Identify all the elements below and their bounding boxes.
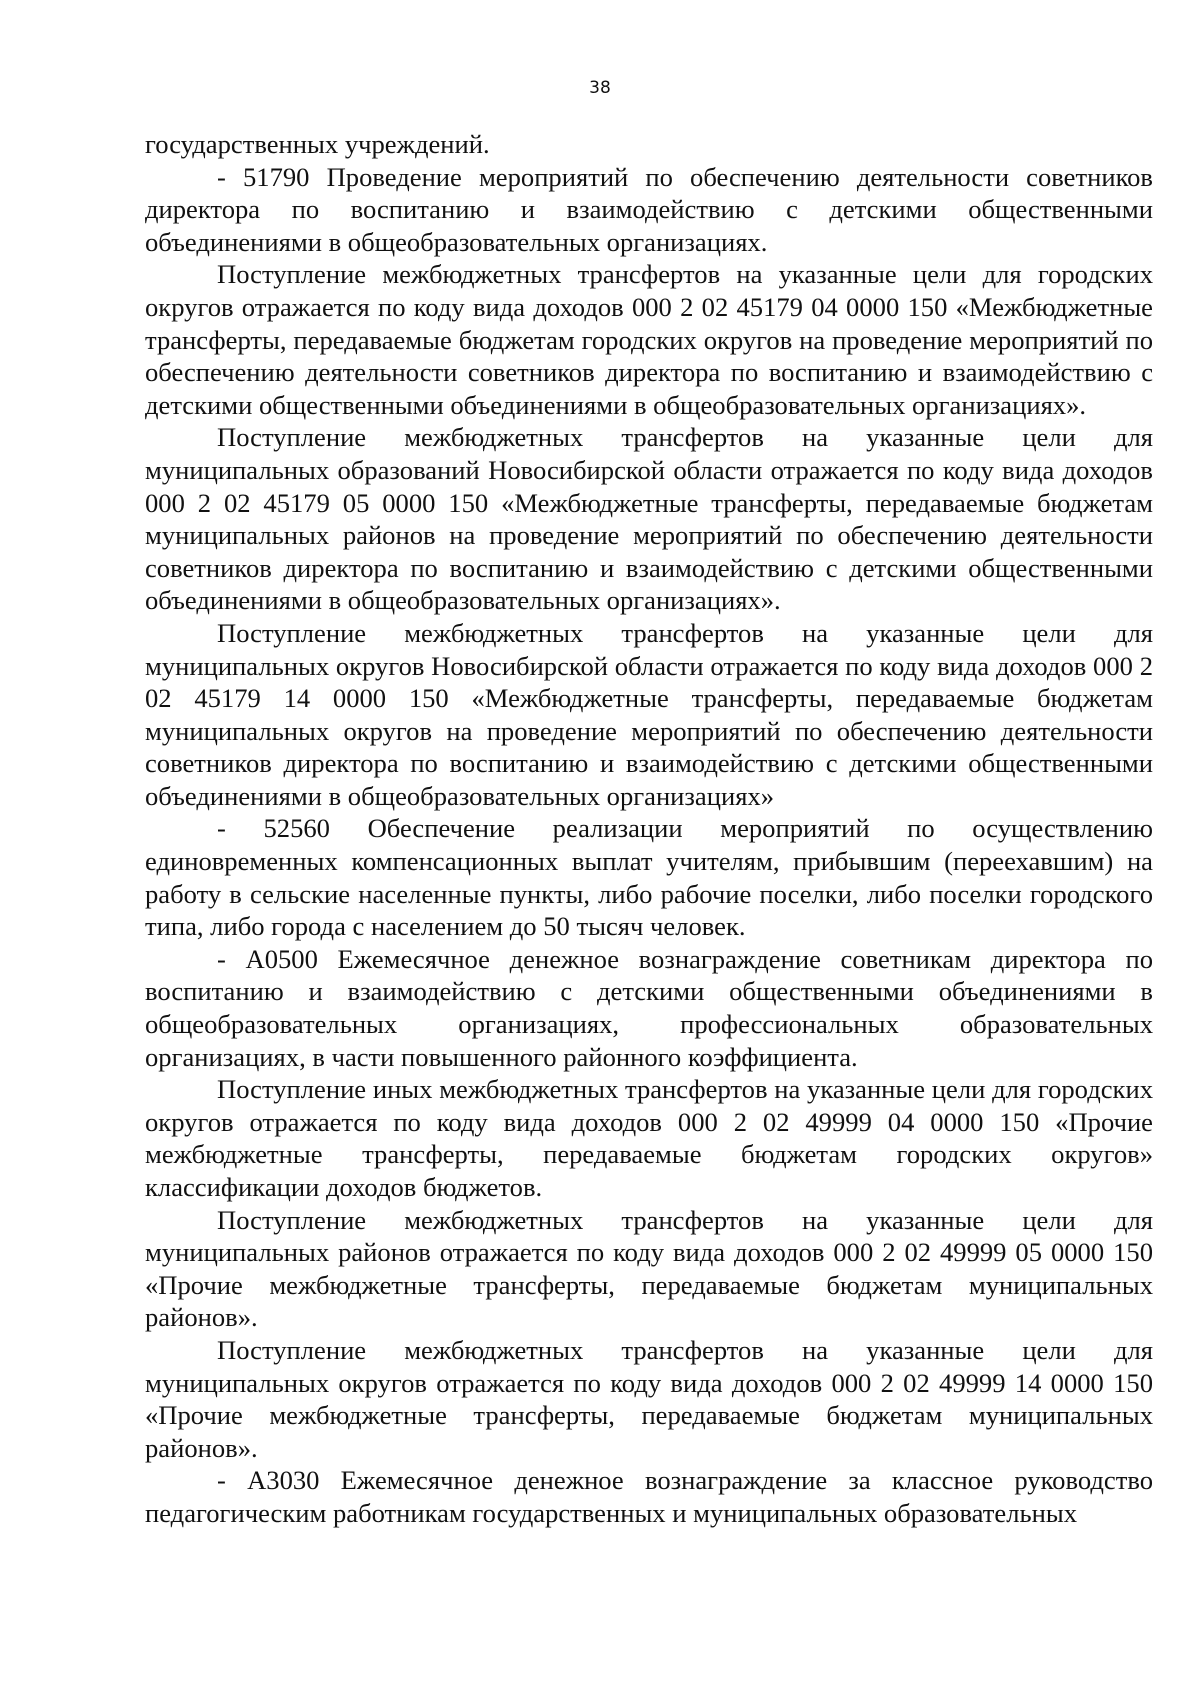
paragraph-52560: - 52560 Обеспечение реализации мероприятий по осуществлению единовременных компенсационных выплат учителям, прибывшим (переехавшим) на работу в сельские населенные пункты, либо рабочие поселки, либо поселки городского типа, либо города с населением до 50 тысяч человек. [145,813,1153,942]
page-number: 38 [589,78,611,98]
paragraph-a0500: - А0500 Ежемесячное денежное вознаграждение советникам директора по воспитанию и взаимодействию с детскими общественными объединениями в общеобразовательных организациях, профессиональных образовательных организациях, в части повышенного районного коэффициента. [145,943,1153,1072]
document-body [145,128,1153,1530]
paragraph-income-city-districts-49999: Поступление иных межбюджетных трансфертов на указанные цели для городских округов отражается по коду вида доходов 000 2 02 49999 04 0000 150 «Прочие межбюджетные трансферты, передаваемые бюджетам городских округов» классификации доходов бюджетов. [145,1074,1153,1202]
paragraph-income-municipal-okrugs-45179: Поступление межбюджетных трансфертов на указанные цели для муниципальных округов Новосибирской области отражается по коду вида доходов 000 2 02 45179 14 0000 150 «Межбюджетные трансферты, передаваемые бюджетам муниципальных округов на проведение мероприятий по обеспечению деятельности советников директора по воспитанию и взаимодействию с детскими общественными объединениями в общеобразовательных организациях» [145,617,1153,811]
paragraph-income-municipal-formations-45179: Поступление межбюджетных трансфертов на указанные цели для муниципальных образований Новосибирской области отражается по коду вида доходов 000 2 02 45179 05 0000 150 «Межбюджетные трансферты, передаваемые бюджетам муниципальных районов на проведение мероприятий по обеспечению деятельности советников директора по воспитанию и взаимодействию с детскими общественными объединениями в общеобразовательных организациях». [145,422,1153,616]
paragraph-income-municipal-districts-49999: Поступление межбюджетных трансфертов на указанные цели для муниципальных районов отражается по коду вида доходов 000 2 02 49999 05 0000 150 «Прочие межбюджетные трансферты, передаваемые бюджетам муниципальных районов». [145,1204,1153,1333]
paragraph-a3030: - А3030 Ежемесячное денежное вознаграждение за классное руководство педагогическим работникам государственных и муниципальных образовательных [145,1465,1153,1528]
paragraph-income-municipal-okrugs-49999: Поступление межбюджетных трансфертов на указанные цели для муниципальных округов отражается по коду вида доходов 000 2 02 49999 14 0000 150 «Прочие межбюджетные трансферты, передаваемые бюджетам муниципальных районов». [145,1334,1153,1463]
paragraph-51790: - 51790 Проведение мероприятий по обеспечению деятельности советников директора по воспитанию и взаимодействию с детскими общественными объединениями в общеобразовательных организациях. [145,161,1153,257]
paragraph-continuation: государственных учреждений. [145,129,490,159]
paragraph-income-city-districts-45179: Поступление межбюджетных трансфертов на указанные цели для городских округов отражается по коду вида доходов 000 2 02 45179 04 0000 150 «Межбюджетные трансферты, передаваемые бюджетам городских округов на проведение мероприятий по обеспечению деятельности советников директора по воспитанию и взаимодействию с детскими общественными объединениями в общеобразовательных организациях». [145,259,1153,420]
